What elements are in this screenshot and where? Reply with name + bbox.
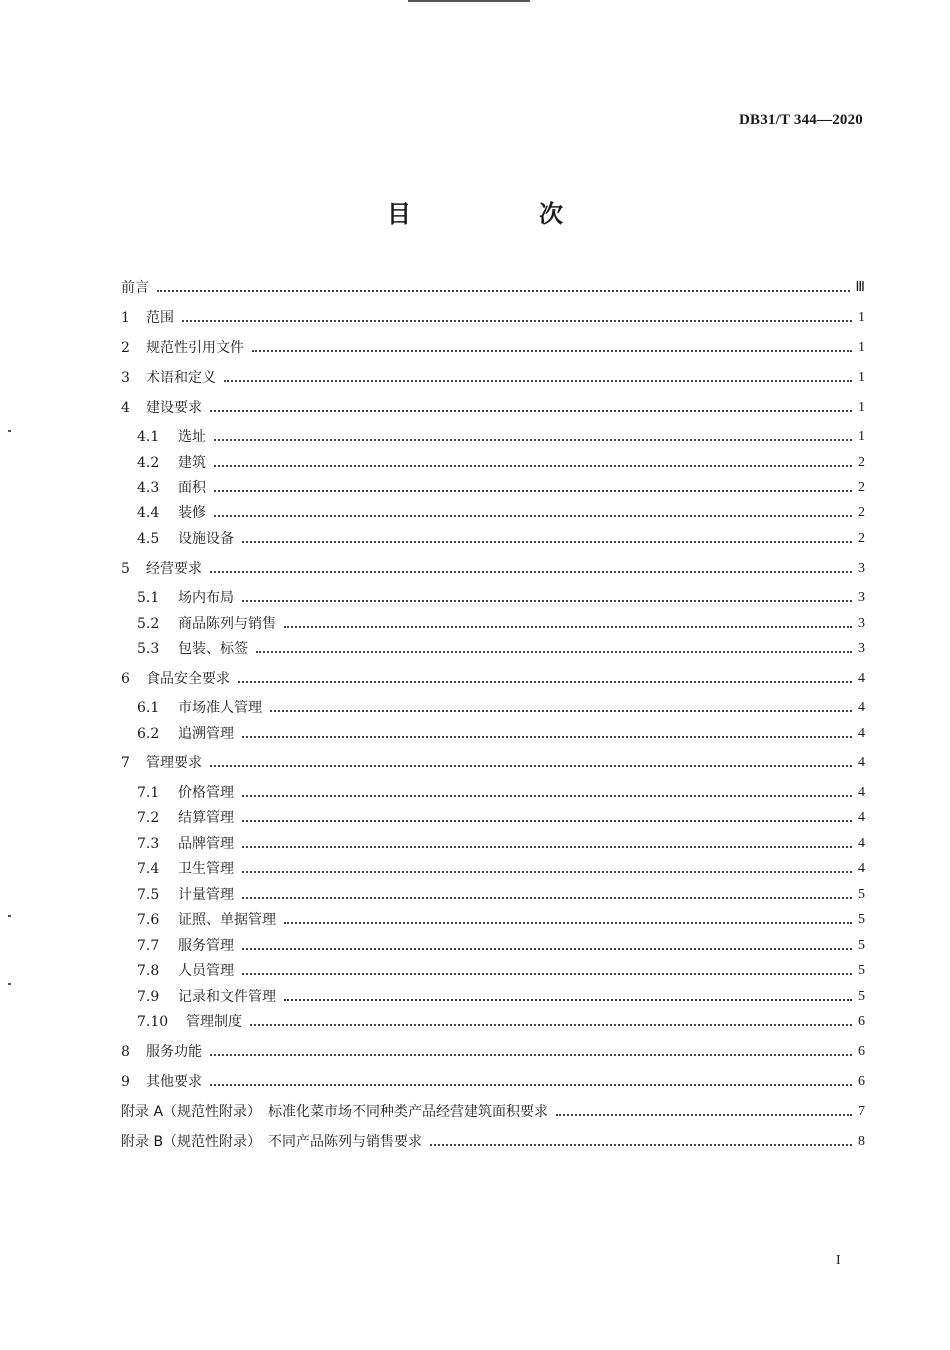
toc-subentry[interactable] [137, 933, 865, 955]
toc-entry-label: 术语和定义 [146, 370, 216, 386]
toc-entry-label: 装修 [178, 505, 206, 521]
dot-leader [430, 1143, 852, 1146]
toc-entry-page: 6 [858, 1044, 865, 1059]
toc-entry-page: 1 [858, 400, 865, 415]
scan-mark [8, 430, 11, 432]
toc-entry-number: 5.3 [137, 641, 160, 657]
toc-entry-label: 商品陈列与销售 [178, 616, 276, 632]
toc-subentry[interactable] [137, 805, 865, 827]
toc-entry-page: 4 [858, 726, 865, 741]
toc-entry-number: 5.1 [137, 590, 160, 606]
toc-subentry[interactable] [137, 585, 865, 607]
toc-entry-label: 范围 [146, 310, 174, 326]
dot-leader [284, 998, 852, 1001]
top-rule [408, 0, 530, 2]
toc-subentry[interactable] [137, 958, 865, 980]
toc-entry-number: 7.5 [137, 887, 160, 903]
toc-entry-number: 7.6 [137, 912, 160, 928]
toc-entry-label: 附录 A（规范性附录） 标准化菜市场不同种类产品经营建筑面积要求 [121, 1104, 549, 1120]
toc-entry-label: 追溯管理 [178, 726, 234, 742]
toc-entry-number: 4.2 [137, 455, 160, 471]
toc-entry[interactable] [121, 750, 865, 772]
toc-entry-label: 卫生管理 [178, 861, 234, 877]
toc-entry-page: 1 [858, 340, 865, 355]
document-code: DB31/T 344—2020 [739, 112, 863, 128]
toc-subentry[interactable] [137, 882, 865, 904]
dot-leader [182, 319, 852, 322]
toc-subentry[interactable] [137, 450, 865, 472]
toc-entry-number: 9 [121, 1074, 130, 1090]
dot-leader [242, 947, 852, 950]
toc-subentry[interactable] [137, 475, 865, 497]
toc-entry[interactable] [121, 365, 865, 387]
toc-entry-page: 1 [858, 310, 865, 325]
toc-entry-label: 记录和文件管理 [178, 989, 276, 1005]
toc-entry-label: 食品安全要求 [146, 671, 230, 687]
toc-entry-label: 价格管理 [178, 785, 234, 801]
toc-entry-number: 2 [121, 340, 130, 356]
dot-leader [224, 379, 852, 382]
toc-entry-number: 4.5 [137, 531, 160, 547]
toc-entry-label: 选址 [178, 429, 206, 445]
toc-entry-label: 服务管理 [178, 938, 234, 954]
toc-entry-number: 6.1 [137, 700, 160, 716]
toc-subentry[interactable] [137, 611, 865, 633]
toc-entry-number: 7.2 [137, 810, 160, 826]
toc-entry-label: 附录 B（规范性附录） 不同产品陈列与销售要求 [121, 1134, 423, 1150]
toc-subentry[interactable] [137, 526, 865, 548]
dot-leader [242, 819, 852, 822]
toc-entry-page: 8 [858, 1134, 865, 1149]
toc-entry[interactable] [121, 275, 865, 297]
dot-leader [284, 625, 852, 628]
toc-entry-label: 经营要求 [146, 561, 202, 577]
toc-subentry[interactable] [137, 695, 865, 717]
toc-entry-number: 4.1 [137, 429, 160, 445]
dot-leader [252, 349, 852, 352]
toc-entry-page: 5 [858, 963, 865, 978]
toc-entry-page: 4 [858, 700, 865, 715]
dot-leader [238, 680, 852, 683]
toc-entry-page: 3 [858, 616, 865, 631]
dot-leader [242, 599, 852, 602]
toc-entry[interactable] [121, 1129, 865, 1151]
scan-mark [8, 983, 11, 985]
dot-leader [214, 514, 852, 517]
toc-entry-label: 设施设备 [178, 531, 234, 547]
dot-leader [210, 1083, 852, 1086]
dot-leader [242, 540, 852, 543]
toc-entry[interactable] [121, 335, 865, 357]
toc-subentry[interactable] [137, 1009, 865, 1031]
toc-entry-label: 品牌管理 [178, 836, 234, 852]
toc-entry[interactable] [121, 666, 865, 688]
toc-subentry[interactable] [137, 780, 865, 802]
dot-leader [242, 735, 852, 738]
toc-entry-number: 7.10 [137, 1014, 169, 1030]
toc-subentry[interactable] [137, 424, 865, 446]
toc-entry-page: 4 [858, 861, 865, 876]
toc-entry-number: 4 [121, 400, 130, 416]
toc-subentry[interactable] [137, 636, 865, 658]
toc-entry[interactable] [121, 1099, 865, 1121]
toc-entry-label: 面积 [178, 480, 206, 496]
toc-entry-page: 4 [858, 755, 865, 770]
dot-leader [242, 972, 852, 975]
toc-entry[interactable] [121, 1039, 865, 1061]
dot-leader [210, 1053, 852, 1056]
toc-subentry[interactable] [137, 831, 865, 853]
toc-entry-label: 服务功能 [146, 1044, 202, 1060]
toc-entry-page: 5 [858, 938, 865, 953]
dot-leader [242, 845, 852, 848]
toc-subentry[interactable] [137, 984, 865, 1006]
toc-entry-page: 6 [858, 1074, 865, 1089]
toc-entry-page: 2 [858, 480, 865, 495]
toc-subentry[interactable] [137, 856, 865, 878]
scan-mark [8, 915, 11, 917]
toc-subentry[interactable] [137, 500, 865, 522]
toc-entry-number: 7 [121, 755, 130, 771]
toc-entry-label: 建筑 [178, 455, 206, 471]
toc-entry-label: 包装、标签 [178, 641, 248, 657]
toc-entry-number: 4.3 [137, 480, 160, 496]
toc-entry-page: Ⅲ [855, 280, 865, 295]
toc-entry-label: 场内布局 [178, 590, 234, 606]
toc-entry-label: 结算管理 [178, 810, 234, 826]
toc-entry-number: 5.2 [137, 616, 160, 632]
toc-entry[interactable] [121, 395, 865, 417]
toc-entry-label: 管理要求 [146, 755, 202, 771]
toc-entry-number: 6.2 [137, 726, 160, 742]
toc-entry[interactable] [121, 556, 865, 578]
toc-entry-label: 管理制度 [186, 1014, 242, 1030]
dot-leader [242, 870, 852, 873]
toc-entry-page: 7 [858, 1104, 865, 1119]
toc-entry-page: 6 [858, 1014, 865, 1029]
toc-entry-label: 人员管理 [178, 963, 234, 979]
dot-leader [214, 464, 852, 467]
toc-entry-page: 1 [858, 370, 865, 385]
toc-entry-label: 证照、单据管理 [178, 912, 276, 928]
toc-entry-number: 3 [121, 370, 130, 386]
toc-entry-number: 7.9 [137, 989, 160, 1005]
toc-entry-page: 1 [858, 429, 865, 444]
toc-entry-page: 3 [858, 590, 865, 605]
toc-entry-number: 4.4 [137, 505, 160, 521]
toc-entry-page: 5 [858, 912, 865, 927]
toc-entry-number: 8 [121, 1044, 130, 1060]
toc-entry-page: 5 [858, 989, 865, 1004]
dot-leader [214, 438, 852, 441]
toc-entry-label: 其他要求 [146, 1074, 202, 1090]
toc-entry-page: 4 [858, 810, 865, 825]
toc-entry-label: 计量管理 [178, 887, 234, 903]
dot-leader [284, 921, 852, 924]
toc-entry-page: 3 [858, 561, 865, 576]
dot-leader [242, 896, 852, 899]
toc-entry-number: 7.8 [137, 963, 160, 979]
toc-entry-label: 市场准人管理 [178, 700, 262, 716]
dot-leader [256, 650, 852, 653]
toc-entry-page: 5 [858, 887, 865, 902]
toc-entry-label: 规范性引用文件 [146, 340, 244, 356]
dot-leader [250, 1023, 852, 1026]
toc-entry-page: 2 [858, 531, 865, 546]
page-title: 目 次 [387, 200, 615, 228]
toc-entry-page: 4 [858, 836, 865, 851]
toc-entry[interactable] [121, 1069, 865, 1091]
dot-leader [210, 764, 852, 767]
page-number: I [836, 1253, 841, 1268]
toc-entry[interactable] [121, 305, 865, 327]
toc-entry-number: 1 [121, 310, 130, 326]
dot-leader [157, 289, 850, 292]
dot-leader [214, 489, 852, 492]
toc-subentry[interactable] [137, 907, 865, 929]
toc-entry-number: 6 [121, 671, 130, 687]
toc-entry-number: 7.4 [137, 861, 160, 877]
toc-entry-page: 2 [858, 455, 865, 470]
toc-subentry[interactable] [137, 721, 865, 743]
toc-entry-number: 5 [121, 561, 130, 577]
dot-leader [556, 1113, 852, 1116]
toc-entry-number: 7.7 [137, 938, 160, 954]
dot-leader [210, 570, 852, 573]
toc-entry-label: 建设要求 [146, 400, 202, 416]
toc-entry-page: 3 [858, 641, 865, 656]
dot-leader [270, 709, 852, 712]
toc-entry-number: 7.1 [137, 785, 160, 801]
dot-leader [210, 409, 852, 412]
toc-entry-page: 4 [858, 785, 865, 800]
toc-entry-number: 7.3 [137, 836, 160, 852]
toc-entry-label: 前言 [121, 280, 149, 296]
dot-leader [242, 794, 852, 797]
toc-entry-page: 2 [858, 505, 865, 520]
toc-entry-page: 4 [858, 671, 865, 686]
